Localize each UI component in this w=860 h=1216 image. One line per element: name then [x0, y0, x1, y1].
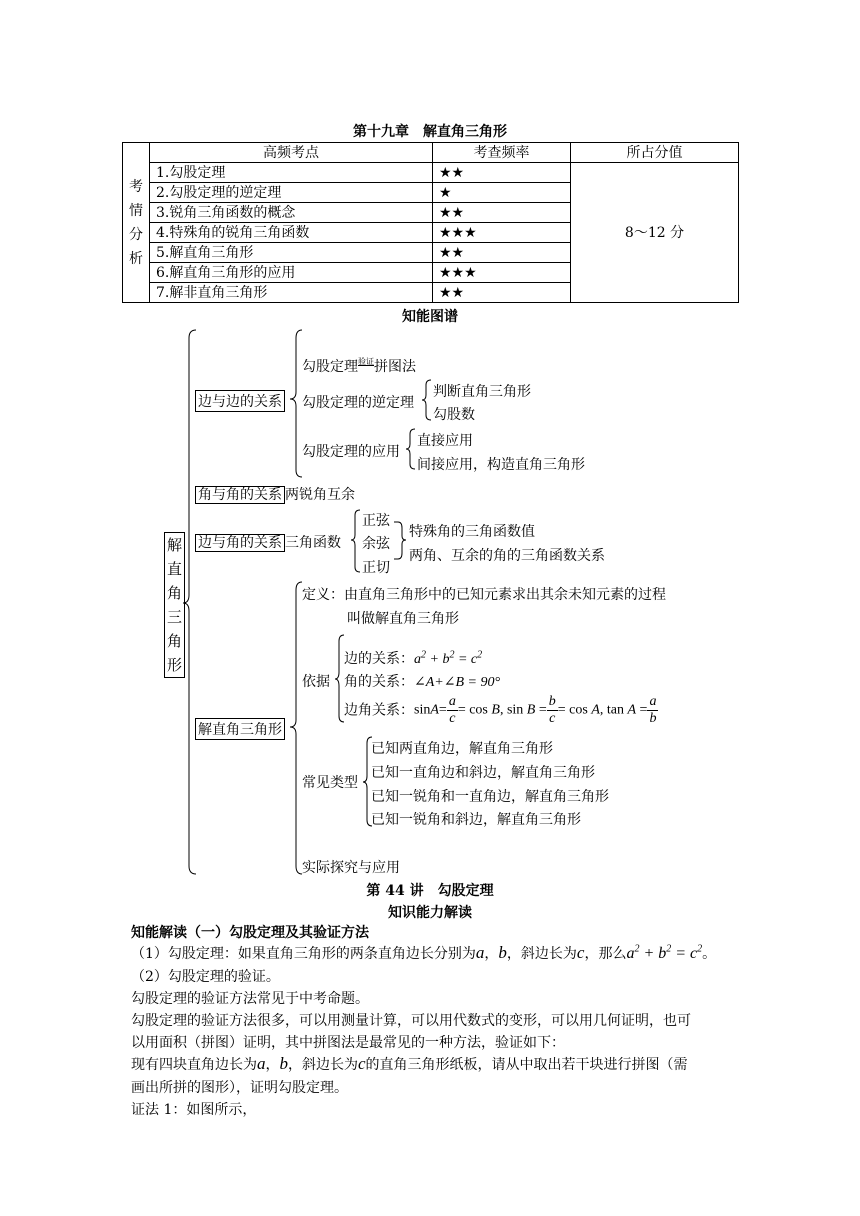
side-relation: 边的关系：$a^2 + b^2 = c^2$ — [344, 649, 483, 667]
table-row: 6.解直角三角形的应用 ★★★ — [123, 263, 739, 283]
application-practice: 实际探究与应用 — [302, 860, 400, 876]
header-frequency: 考查频率 — [433, 143, 571, 163]
converse-node: 勾股定理的逆定理 — [302, 395, 414, 411]
branch-side-side: 边与边的关系 — [195, 390, 285, 412]
table-row: 5.解直角三角形 ★★ — [123, 243, 739, 263]
paragraph-8: 证法 1：如图所示， — [131, 1102, 257, 1118]
application-child-1: 直接应用 — [417, 433, 473, 449]
pythagorean-proof-node: 勾股定理$^{验证}$拼图法 — [302, 357, 416, 375]
table-row: 4.特殊角的锐角三角函数 ★★★ — [123, 223, 739, 243]
score-cell: 8～12 分 — [571, 163, 739, 303]
header-topic: 高频考点 — [150, 143, 433, 163]
paragraph-4: 勾股定理的验证方法很多，可以用测量计算，可以用代数式的变形，可以用几何证明，也可 — [131, 1013, 691, 1029]
paragraph-6: 现有四块直角边长为a，b，斜边长为c的直角三角形纸板，请从中取出若干块进行拼图（需 — [131, 1054, 688, 1073]
definition-line-2: 叫做解直角三角形 — [347, 611, 459, 627]
complementary-node: 两角、互余的角的三角函数关系 — [409, 548, 605, 564]
table-row: 7.解非直角三角形 ★★ — [123, 283, 739, 303]
paragraph-7: 画出所拼的图形），证明勾股定理。 — [131, 1080, 348, 1096]
table-row: 1.勾股定理 ★★ 8～12 分 — [123, 163, 739, 183]
angle-relation: 角的关系：∠A+∠B = 90° — [344, 674, 501, 690]
map-title: 知能图谱 — [402, 309, 458, 325]
paragraph-2: （2）勾股定理的验证。 — [131, 969, 280, 985]
branch-angle-angle: 角与角的关系 两锐角互余 — [195, 484, 355, 504]
paragraph-1: （1）勾股定理：如果直角三角形的两条直角边长分别为a，b，斜边长为c，那么$a^2 + b^2 = c^2$。 — [131, 943, 717, 962]
sine-node: 正弦 — [362, 513, 390, 529]
section-title: 知识能力解读 — [388, 905, 472, 921]
table-row: 2.勾股定理的逆定理 ★ — [123, 183, 739, 203]
branch-side-angle: 边与角的关系 三角函数 — [195, 532, 341, 552]
converse-child-1: 判断直角三角形 — [433, 384, 531, 400]
type-3: 已知一锐角和一直角边，解直角三角形 — [371, 789, 609, 805]
definition-line-1: 定义：由直角三角形中的已知元素求出其余未知元素的过程 — [302, 587, 666, 603]
header-score: 所占分值 — [571, 143, 739, 163]
edge-angle-relation: 边角关系：sinA= $\frac{a}{c}$ = cos B, sin B = $\frac{b}{c}$ = cos A, tan A = $\frac{a}{b}$ — [344, 694, 657, 726]
basis-node: 依据 — [302, 674, 330, 690]
application-child-2: 间接应用，构造直角三角形 — [417, 457, 585, 473]
type-2: 已知一直角边和斜边，解直角三角形 — [371, 765, 595, 781]
paragraph-5: 以用面积（拼图）证明，其中拼图法是最常见的一种方法，验证如下： — [131, 1035, 565, 1051]
special-angle-node: 特殊角的三角函数值 — [409, 524, 535, 540]
types-node: 常见类型 — [302, 775, 358, 791]
table-row: 3.锐角三角函数的概念 ★★ — [123, 203, 739, 223]
lecture-title: 第 44 讲 勾股定理 — [366, 883, 494, 899]
type-4: 已知一锐角和斜边，解直角三角形 — [371, 812, 581, 828]
type-1: 已知两直角边，解直角三角形 — [371, 741, 553, 757]
root-node: 解 直 角 三 角 形 — [164, 532, 185, 678]
sub-title: 知能解读（一）勾股定理及其验证方法 — [131, 925, 369, 941]
converse-child-2: 勾股数 — [433, 407, 475, 423]
paragraph-3: 勾股定理的验证方法常见于中考命题。 — [131, 991, 369, 1007]
branch-solving: 解直角三角形 — [195, 718, 285, 740]
side-label: 考 情 分 析 — [123, 143, 150, 303]
cosine-node: 余弦 — [362, 536, 390, 552]
tangent-node: 正切 — [362, 560, 390, 576]
chapter-title: 第十九章 解直角三角形 — [353, 124, 507, 140]
application-node: 勾股定理的应用 — [302, 444, 400, 460]
